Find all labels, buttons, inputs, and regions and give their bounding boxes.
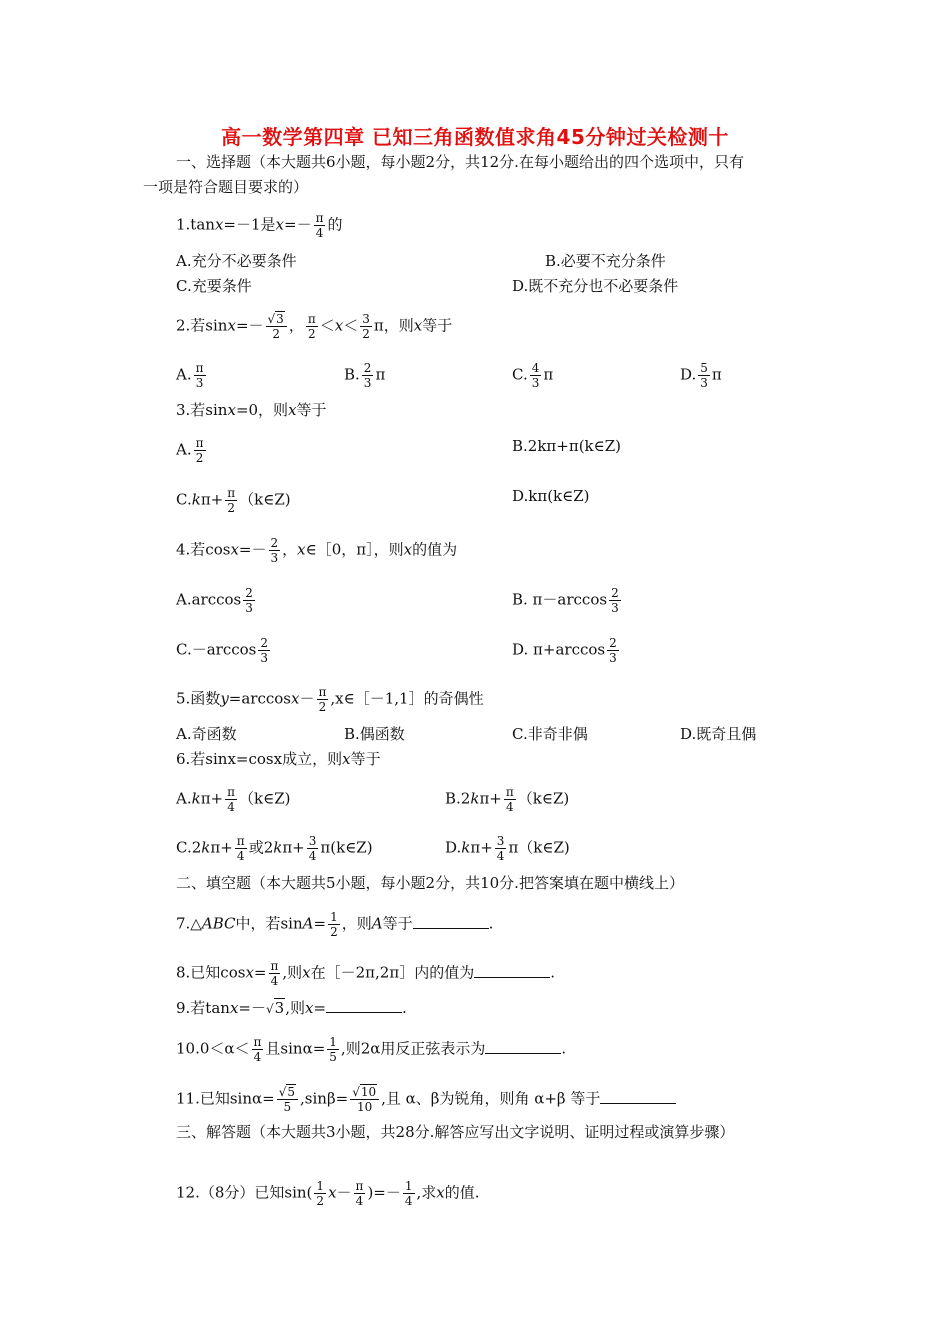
question-2: 2.若sinx=－ $\frac{√3}{2}$ ， $\frac{\pi}{2}$ ＜x＜ $\frac{3}{2}$ π，则x等于: [176, 312, 453, 341]
question-6: 6.若sinx=cosx成立，则x等于: [176, 750, 381, 768]
q6-option-b: B.2kπ+ $\frac{\pi}{4}$ （k∈Z): [445, 785, 570, 814]
q4-option-c: C.－arccos $\frac{2}{3}$: [176, 636, 268, 665]
question-5: 5.函数y=arccosx－ $\frac{\pi}{2}$ ,x∈［－1,1］的奇偶性: [176, 685, 484, 714]
q3-option-a: A. $\frac{\pi}{2}$: [176, 436, 204, 465]
page-title: 高一数学第四章 已知三角函数值求角45分钟过关检测十: [221, 125, 729, 149]
q5-option-c: C.非奇非偶: [512, 725, 588, 743]
q6-option-c: C.2kπ+ $\frac{\pi}{4}$ 或2kπ+ $\frac{3}{4}$ π(k∈Z): [176, 834, 373, 863]
q5-option-d: D.既奇且偶: [680, 725, 757, 743]
answer-blank[interactable]: [600, 1089, 676, 1104]
answer-blank[interactable]: [474, 963, 550, 978]
question-7: 7.△ABC中，若sinA= $\frac{1}{2}$ ，则A等于 .: [176, 910, 494, 939]
q2-option-a: A. $\frac{\pi}{3}$: [176, 361, 204, 390]
question-3: 3.若sinx=0，则x等于: [176, 401, 327, 419]
q1-option-d: D.既不充分也不必要条件: [512, 277, 679, 295]
section2-heading: 二、填空题（本大题共5小题，每小题2分，共10分.把答案填在题中横线上）: [176, 874, 684, 892]
question-12: 12.（8分）已知sin( $\frac{1}{2}$ x－ $\frac{\pi}{4}$ )=－ $\frac{1}{4}$ ,求x的值.: [176, 1179, 480, 1208]
answer-blank[interactable]: [485, 1039, 561, 1054]
section1-heading-cont: 一项是符合题目要求的）: [143, 178, 309, 196]
question-11: 11.已知sinα= $\frac{√5}{5}$ ,sinβ= $\frac{√10}{10}$ ,且 α、β为锐角，则角 α+β 等于: [176, 1085, 676, 1114]
section1-heading: 一、选择题（本大题共6小题，每小题2分，共12分.在每小题给出的四个选项中，只有: [176, 153, 744, 171]
answer-blank[interactable]: [413, 914, 489, 929]
section3-heading: 三、解答题（本大题共3小题，共28分.解答应写出文字说明、证明过程或演算步骤）: [176, 1123, 735, 1141]
q5-option-a: A.奇函数: [176, 725, 237, 743]
question-1: 1.tanx=－1是x=－ $\frac{\pi}{4}$ 的: [176, 211, 343, 240]
question-9: 9.若tanx=－√3,则x= .: [176, 999, 407, 1017]
q3-option-d: D.kπ(k∈Z): [512, 487, 590, 505]
q6-option-d: D.kπ+ $\frac{3}{4}$ π（k∈Z): [445, 834, 570, 863]
q5-option-b: B.偶函数: [344, 725, 405, 743]
q6-option-a: A.kπ+ $\frac{\pi}{4}$ （k∈Z): [176, 785, 291, 814]
q3-option-b: B.2kπ+π(k∈Z): [512, 437, 622, 455]
q4-option-a: A.arccos $\frac{2}{3}$: [176, 586, 253, 615]
q4-option-b: B. π－arccos $\frac{2}{3}$: [512, 586, 619, 615]
q1-option-b: B.必要不充分条件: [545, 252, 666, 270]
answer-blank[interactable]: [326, 998, 402, 1013]
question-8: 8.已知cosx= $\frac{\pi}{4}$ ,则x在［－2π,2π］内的值为 .: [176, 959, 555, 988]
q2-option-c: C. $\frac{4}{3}$ π: [512, 361, 554, 390]
q2-option-d: D. $\frac{5}{3}$ π: [680, 361, 722, 390]
q1-option-c: C.充要条件: [176, 277, 252, 295]
question-10: 10.0＜α＜ $\frac{\pi}{4}$ 且sinα= $\frac{1}{5}$ ,则2α用反正弦表示为 .: [176, 1035, 567, 1064]
q3-option-c: C.kπ+ $\frac{\pi}{2}$ （k∈Z): [176, 486, 291, 515]
q2-option-b: B. $\frac{2}{3}$ π: [344, 361, 386, 390]
q4-option-d: D. π+arccos $\frac{2}{3}$: [512, 636, 617, 665]
q1-option-a: A.充分不必要条件: [176, 252, 297, 270]
question-4: 4.若cosx=－ $\frac{2}{3}$ ，x∈［0，π］，则x的值为: [176, 536, 458, 565]
